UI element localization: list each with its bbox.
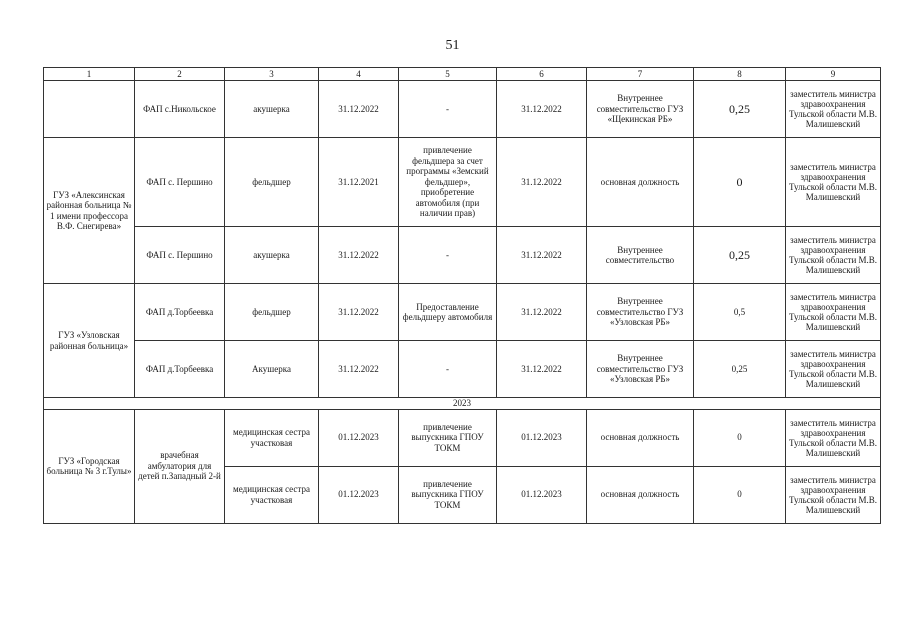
year-label: 2023: [44, 398, 881, 410]
rate-cell: 0,5: [694, 284, 786, 341]
column-header: 4: [319, 68, 399, 81]
position-cell: медицинская сестра участковая: [225, 466, 319, 523]
facility-cell: ФАП д.Торбеевка: [135, 341, 225, 398]
rate-cell: 0: [694, 409, 786, 466]
column-header: 6: [497, 68, 587, 81]
facility-cell: врачебная амбулатория для детей п.Западный 2-й: [135, 409, 225, 523]
rate-cell: 0: [694, 138, 786, 227]
date-cell: 31.12.2021: [319, 138, 399, 227]
column-header: 5: [399, 68, 497, 81]
responsible-cell: заместитель министра здравоохранения Тульской области М.В. Малишевский: [786, 81, 881, 138]
responsible-cell: заместитель министра здравоохранения Тульской области М.В. Малишевский: [786, 284, 881, 341]
table-row: [44, 409, 881, 466]
facility-cell: ФАП с. Першино: [135, 138, 225, 227]
employment-type-cell: Внутреннее совместительство ГУЗ «Щекинская РБ»: [587, 81, 694, 138]
responsible-cell: заместитель министра здравоохранения Тульской области М.В. Малишевский: [786, 466, 881, 523]
measures-cell: Предоставление фельдшеру автомобиля: [399, 284, 497, 341]
date-cell: 01.12.2023: [319, 466, 399, 523]
date-cell: 31.12.2022: [319, 81, 399, 138]
responsible-cell: заместитель министра здравоохранения Тульской области М.В. Малишевский: [786, 409, 881, 466]
employment-type-cell: основная должность: [587, 409, 694, 466]
column-header: 9: [786, 68, 881, 81]
position-cell: фельдшер: [225, 284, 319, 341]
deadline-cell: 31.12.2022: [497, 81, 587, 138]
measures-cell: -: [399, 341, 497, 398]
measures-cell: -: [399, 227, 497, 284]
date-cell: 31.12.2022: [319, 341, 399, 398]
rate-cell: 0,25: [694, 341, 786, 398]
document-table: [43, 67, 881, 524]
rate-cell: 0,25: [694, 81, 786, 138]
deadline-cell: 31.12.2022: [497, 138, 587, 227]
employment-type-cell: Внутреннее совместительство ГУЗ «Узловская РБ»: [587, 341, 694, 398]
year-separator-row: [44, 398, 881, 410]
organization-cell: ГУЗ «Алексинская районная больница № 1 имени профессора В.Ф. Снегирева»: [44, 138, 135, 284]
column-header: 1: [44, 68, 135, 81]
deadline-cell: 31.12.2022: [497, 341, 587, 398]
measures-cell: -: [399, 81, 497, 138]
position-cell: медицинская сестра участковая: [225, 409, 319, 466]
column-header: 7: [587, 68, 694, 81]
table-row: [44, 284, 881, 341]
measures-cell: привлечение фельдшера за счет программы «Земский фельдшер», приобретение автомобиля (при наличии прав): [399, 138, 497, 227]
table-row: [44, 138, 881, 227]
employment-type-cell: Внутреннее совместительство: [587, 227, 694, 284]
date-cell: 31.12.2022: [319, 284, 399, 341]
date-cell: 31.12.2022: [319, 227, 399, 284]
measures-cell: привлечение выпускника ГПОУ ТОКМ: [399, 466, 497, 523]
column-header: 3: [225, 68, 319, 81]
responsible-cell: заместитель министра здравоохранения Тульской области М.В. Малишевский: [786, 138, 881, 227]
organization-cell: [44, 81, 135, 138]
responsible-cell: заместитель министра здравоохранения Тульской области М.В. Малишевский: [786, 341, 881, 398]
table-row: [44, 341, 881, 398]
organization-cell: ГУЗ «Городская больница № 3 г.Тулы»: [44, 409, 135, 523]
employment-type-cell: основная должность: [587, 138, 694, 227]
rate-cell: 0: [694, 466, 786, 523]
responsible-cell: заместитель министра здравоохранения Тульской области М.В. Малишевский: [786, 227, 881, 284]
measures-cell: привлечение выпускника ГПОУ ТОКМ: [399, 409, 497, 466]
column-header: 2: [135, 68, 225, 81]
facility-cell: ФАП с.Никольское: [135, 81, 225, 138]
employment-type-cell: Внутреннее совместительство ГУЗ «Узловская РБ»: [587, 284, 694, 341]
deadline-cell: 01.12.2023: [497, 466, 587, 523]
position-cell: фельдшер: [225, 138, 319, 227]
deadline-cell: 01.12.2023: [497, 409, 587, 466]
facility-cell: ФАП с. Першино: [135, 227, 225, 284]
table-row: [44, 227, 881, 284]
position-cell: акушерка: [225, 81, 319, 138]
facility-cell: ФАП д.Торбеевка: [135, 284, 225, 341]
position-cell: Акушерка: [225, 341, 319, 398]
deadline-cell: 31.12.2022: [497, 284, 587, 341]
column-header: 8: [694, 68, 786, 81]
employment-type-cell: основная должность: [587, 466, 694, 523]
organization-cell: ГУЗ «Узловская районная больница»: [44, 284, 135, 398]
table-row: [44, 81, 881, 138]
date-cell: 01.12.2023: [319, 409, 399, 466]
page-number: 51: [445, 38, 460, 53]
deadline-cell: 31.12.2022: [497, 227, 587, 284]
position-cell: акушерка: [225, 227, 319, 284]
rate-cell: 0,25: [694, 227, 786, 284]
header-row: [44, 68, 881, 81]
